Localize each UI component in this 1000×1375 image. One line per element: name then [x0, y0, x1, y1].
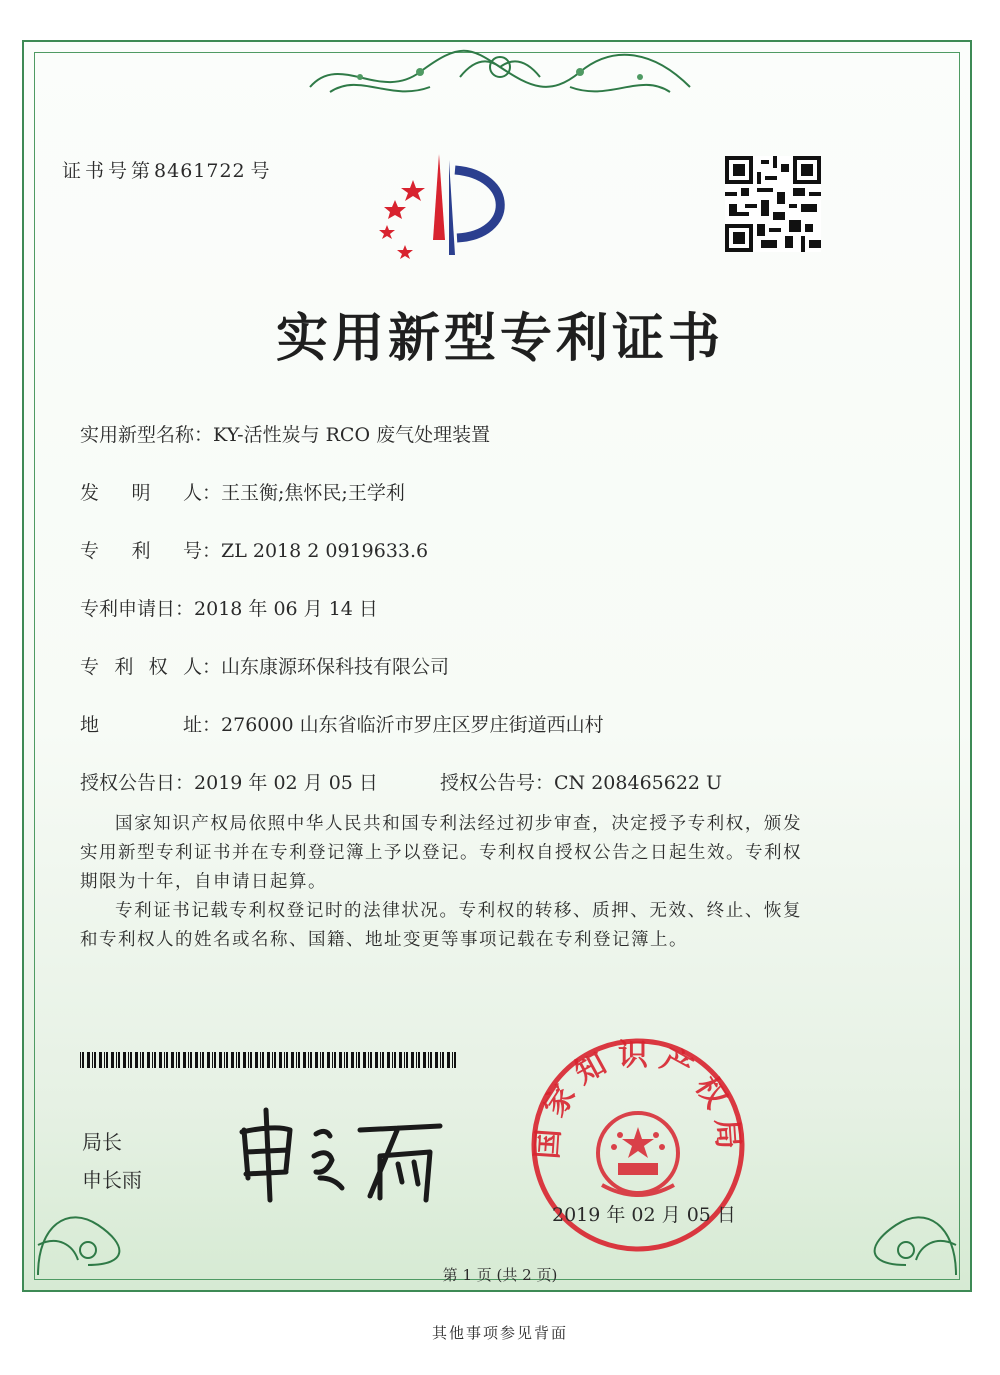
- top-ornament-icon: [300, 42, 700, 112]
- field-address: [80, 710, 604, 737]
- seal-text: 国家知识产权局: [529, 1038, 747, 1161]
- field-label: 实用新型名称：: [80, 424, 214, 446]
- page-number: 第 1 页 (共 2 页): [442, 1266, 558, 1284]
- field-value: 276000 山东省临沂市罗庄区罗庄街道西山村: [221, 714, 604, 736]
- field-utility-model-name: [80, 420, 490, 447]
- certificate-number: [62, 156, 270, 183]
- field-value: 王玉衡;焦怀民;王学利: [221, 482, 405, 504]
- field-inventor: [80, 478, 405, 505]
- field-label: 授权公告号：: [440, 772, 555, 794]
- body-paragraph: 国家知识产权局依照中华人民共和国专利法经过初步审查，决定授予专利权，颁发实用新型专利证书并在专利登记簿上予以登记。专利权自授权公告之日起生效。专利权期限为十年，自申请日起算。: [80, 814, 802, 892]
- body-paragraph: 专利证书记载专利权登记时的法律状况。专利权的转移、质押、无效、终止、恢复和专利权人的姓名或名称、国籍、地址变更等事项记载在专利登记簿上。: [80, 901, 802, 950]
- field-value: CN 208465622 U: [554, 772, 723, 794]
- qr-code-icon: [725, 156, 821, 252]
- seal-date: 2019 年 02 月 05 日: [552, 1204, 736, 1226]
- field-label: 专利申请日：: [80, 598, 195, 620]
- certificate-title: 实用新型专利证书: [275, 308, 724, 369]
- director-name: 申长雨: [82, 1168, 142, 1192]
- field-value: 2018 年 06 月 14 日: [194, 598, 378, 620]
- field-colon: ：: [202, 656, 222, 678]
- certificate-number-label: 证书号第: [62, 160, 155, 182]
- field-announcement-number: [440, 768, 722, 795]
- back-note: 其他事项参见背面: [431, 1324, 568, 1342]
- handwritten-signature: [230, 1100, 450, 1210]
- barcode-icon: [80, 1052, 458, 1068]
- field-label: 发明人: [80, 482, 202, 504]
- certificate-number-value: 8461722: [154, 160, 246, 182]
- field-label: 地址: [80, 714, 202, 736]
- field-value: 山东康源环保科技有限公司: [221, 656, 450, 678]
- field-label: 专利号: [80, 540, 202, 562]
- field-colon: ：: [202, 482, 222, 504]
- director-title: 局长: [82, 1130, 122, 1154]
- certificate-number-suffix: 号: [250, 160, 271, 182]
- field-value: 2019 年 02 月 05 日: [194, 772, 378, 794]
- field-colon: ：: [202, 714, 222, 736]
- field-patent-number: [80, 536, 428, 563]
- field-value: KY-活性炭与 RCO 废气处理装置: [213, 424, 491, 446]
- field-filing-date: [80, 594, 378, 621]
- field-announcement-date: [80, 768, 378, 795]
- field-label: 授权公告日：: [80, 772, 195, 794]
- field-patentee: [80, 652, 449, 679]
- field-label: 专利权人: [80, 656, 202, 678]
- cnipa-logo-icon: [365, 150, 525, 265]
- field-value: ZL 2018 2 0919633.6: [221, 540, 429, 562]
- field-colon: ：: [202, 540, 222, 562]
